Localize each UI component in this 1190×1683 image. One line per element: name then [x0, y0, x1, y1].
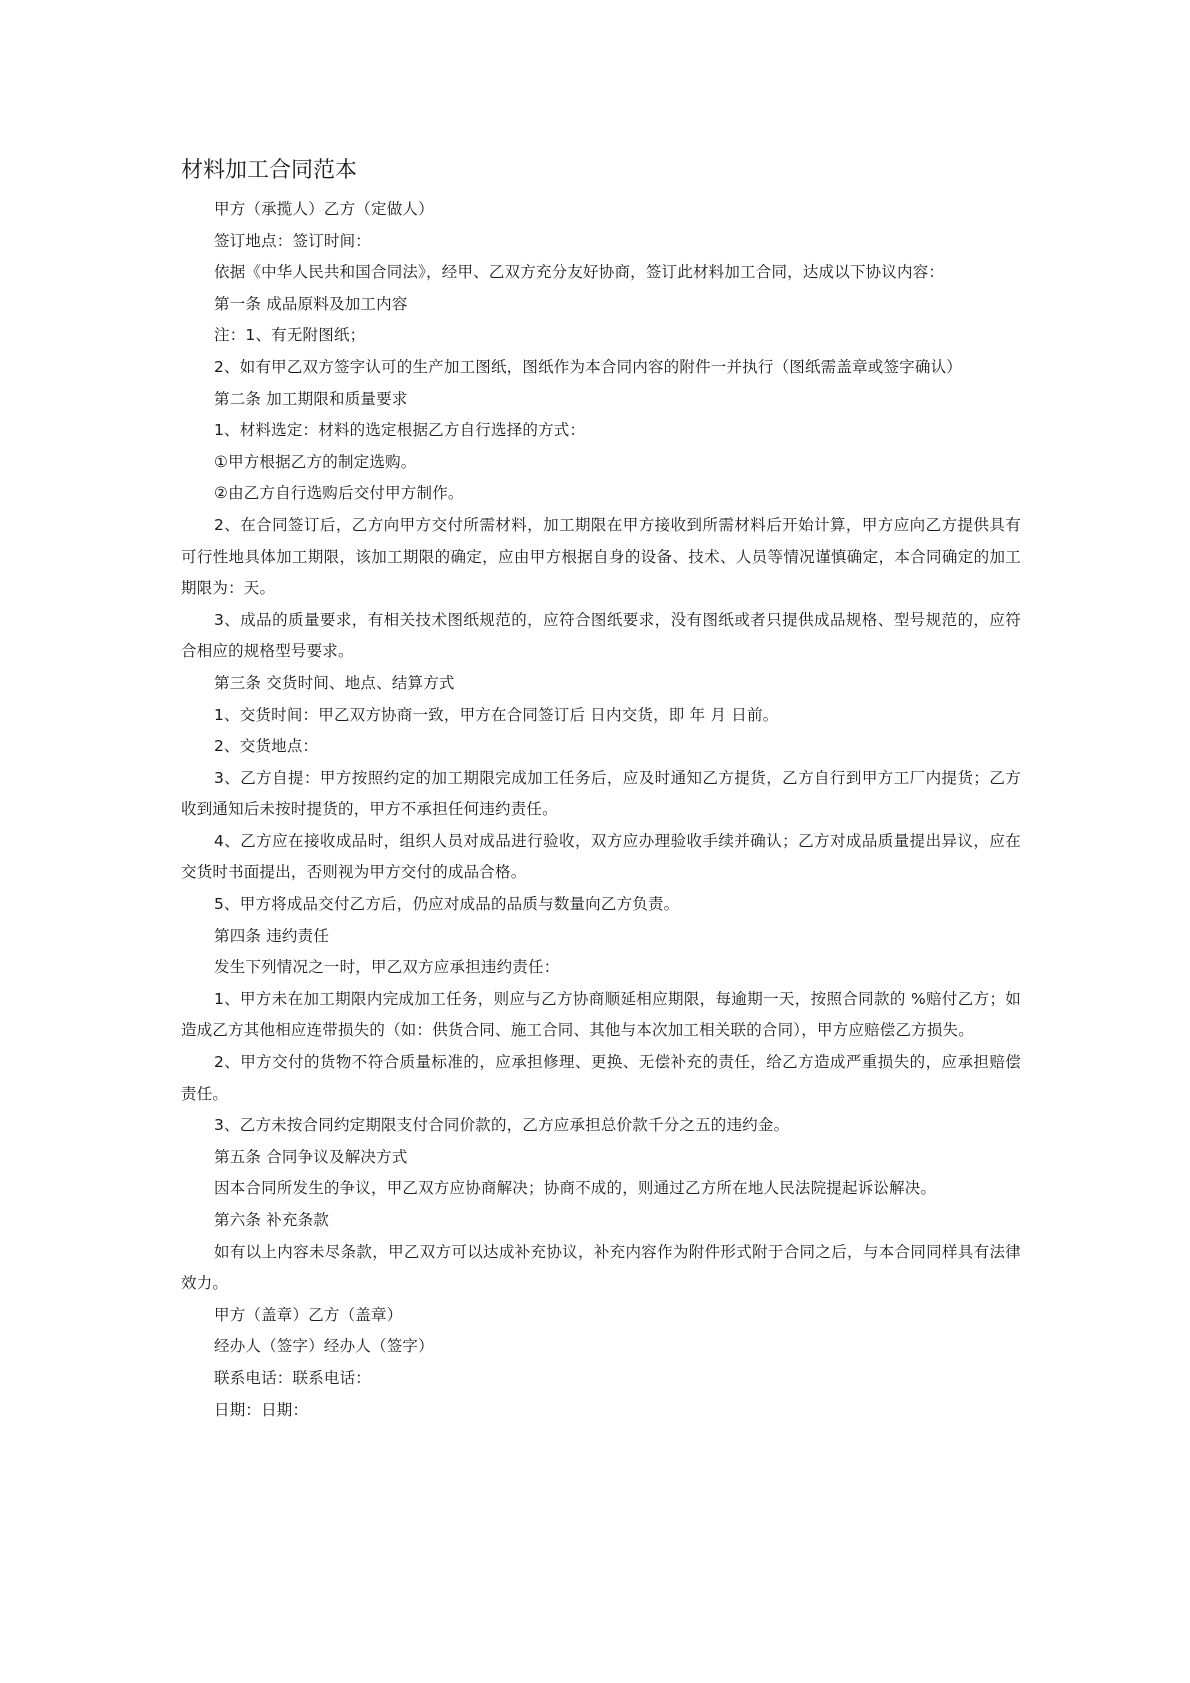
paragraph-signing-place-time: 签订地点：签订时间：	[214, 231, 372, 250]
paragraph-preamble: 依据《中华人民共和国合同法》，经甲、乙双方充分友好协商，签订此材料加工合同，达成以下协议内容：	[214, 263, 945, 282]
paragraph: 5、甲方将成品交付乙方后，仍应对成品的品质与数量向乙方负责。	[214, 895, 680, 914]
paragraph: 2、在合同签订后，乙方向甲方交付所需材料，加工期限在甲方接收到所需材料后开始计算，甲方应向乙方提供具有可行性地具体加工期限，该加工期限的确定，应由甲方根据自身的设备、技术、人员等情况谨慎确定，本合同确定的加工期限为：天。	[181, 515, 1021, 598]
article-heading-2: 第二条 加工期限和质量要求	[214, 389, 408, 408]
signature-date-line: 日期：日期：	[214, 1400, 309, 1419]
article-heading-5: 第五条 合同争议及解决方式	[214, 1147, 408, 1166]
paragraph: 发生下列情况之一时，甲乙双方应承担违约责任：	[214, 958, 560, 977]
document-body	[181, 194, 1021, 1426]
paragraph: 3、乙方自提：甲方按照约定的加工期限完成加工任务后，应及时通知乙方提货，乙方自行到甲方工厂内提货；乙方收到通知后未按时提货的，甲方不承担任何违约责任。	[181, 768, 1021, 819]
paragraph: 因本合同所发生的争议，甲乙双方应协商解决；协商不成的，则通过乙方所在地人民法院提起诉讼解决。	[214, 1179, 937, 1198]
article-heading-1: 第一条 成品原料及加工内容	[214, 294, 408, 313]
paragraph: 4、乙方应在接收成品时，组织人员对成品进行验收，双方应办理验收手续并确认；乙方对成品质量提出异议，应在交货时书面提出，否则视为甲方交付的成品合格。	[181, 831, 1021, 882]
paragraph: ②由乙方自行选购后交付甲方制作。	[214, 484, 464, 503]
paragraph: ①甲方根据乙方的制定选购。	[214, 452, 417, 471]
paragraph: 3、成品的质量要求，有相关技术图纸规范的，应符合图纸要求，没有图纸或者只提供成品规格、型号规范的，应符合相应的规格型号要求。	[181, 610, 1021, 661]
paragraph: 2、交货地点：	[214, 737, 319, 756]
paragraph: 1、交货时间：甲乙双方协商一致，甲方在合同签订后 日内交货，即 年 月 日前。	[214, 705, 779, 724]
paragraph: 如有以上内容未尽条款，甲乙双方可以达成补充协议，补充内容作为附件形式附于合同之后，与本合同同样具有法律效力。	[181, 1242, 1021, 1293]
paragraph-parties: 甲方（承揽人）乙方（定做人）	[214, 200, 434, 218]
article-heading-3: 第三条 交货时间、地点、结算方式	[214, 673, 455, 692]
paragraph: 2、甲方交付的货物不符合质量标准的，应承担修理、更换、无偿补充的责任，给乙方造成严重损失的，应承担赔偿责任。	[181, 1053, 1021, 1103]
paragraph: 1、材料选定：材料的选定根据乙方自行选择的方式：	[214, 421, 586, 440]
paragraph: 注：1、有无附图纸；	[214, 326, 366, 345]
article-heading-6: 第六条 补充条款	[214, 1211, 330, 1229]
signature-seal-line: 甲方（盖章）乙方（盖章）	[214, 1305, 403, 1324]
signature-phone-line: 联系电话：联系电话：	[214, 1368, 372, 1387]
paragraph: 1、甲方未在加工期限内完成加工任务，则应与乙方协商顺延相应期限，每逾期一天，按照合同款的 %赔付乙方；如造成乙方其他相应连带损失的（如：供货合同、施工合同、其他与本次加工相关联的合同），甲方应赔偿乙方损失。	[181, 989, 1021, 1040]
paragraph: 2、如有甲乙双方签字认可的生产加工图纸，图纸作为本合同内容的附件一并执行（图纸需盖章或签字确认）	[214, 357, 962, 376]
article-heading-4: 第四条 违约责任	[214, 926, 330, 945]
paragraph: 3、乙方未按合同约定期限支付合同价款的，乙方应承担总价款千分之五的违约金。	[214, 1116, 790, 1135]
document-title: 材料加工合同范本	[181, 158, 358, 183]
signature-agent-line: 经办人（签字）经办人（签字）	[214, 1337, 434, 1356]
